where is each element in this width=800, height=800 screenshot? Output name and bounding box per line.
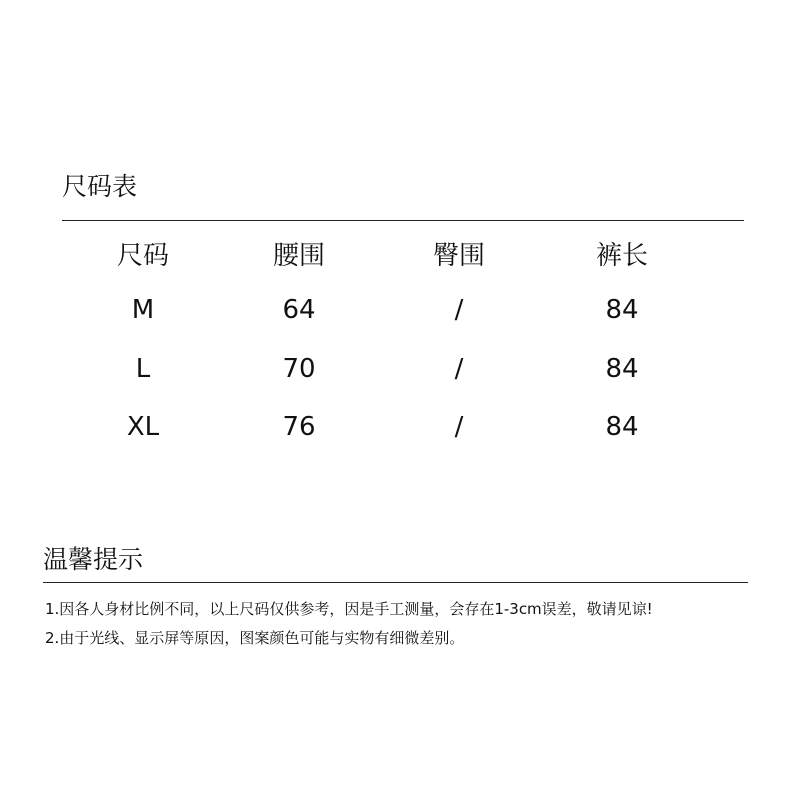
cell-waist-m: 64 [282, 295, 316, 325]
cell-size-xl: XL [126, 412, 160, 442]
cell-hip-m: / [454, 295, 464, 325]
size-chart-divider [62, 220, 744, 221]
cell-size-l: L [135, 354, 151, 384]
tips-divider [43, 582, 748, 583]
size-chart-title: 尺码表 [62, 172, 138, 201]
header-length: 裤长 [595, 241, 648, 271]
tip-note-1: 1.因各人身材比例不同，以上尺码仅供参考，因是手工测量，会存在1-3cm误差，敬请见谅! [45, 600, 653, 618]
cell-length-m: 84 [605, 295, 639, 325]
cell-length-xl: 84 [605, 412, 639, 442]
cell-waist-xl: 76 [282, 412, 316, 442]
cell-hip-xl: / [454, 412, 464, 442]
tip-note-2: 2.由于光线、显示屏等原因，图案颜色可能与实物有细微差别。 [45, 629, 465, 647]
cell-waist-l: 70 [282, 354, 316, 384]
cell-size-m: M [131, 295, 155, 325]
cell-hip-l: / [454, 354, 464, 384]
header-waist: 腰围 [272, 241, 325, 271]
header-hip: 臀围 [432, 241, 485, 271]
cell-length-l: 84 [605, 354, 639, 384]
header-size: 尺码 [116, 241, 169, 271]
tips-title: 温馨提示 [43, 545, 144, 574]
